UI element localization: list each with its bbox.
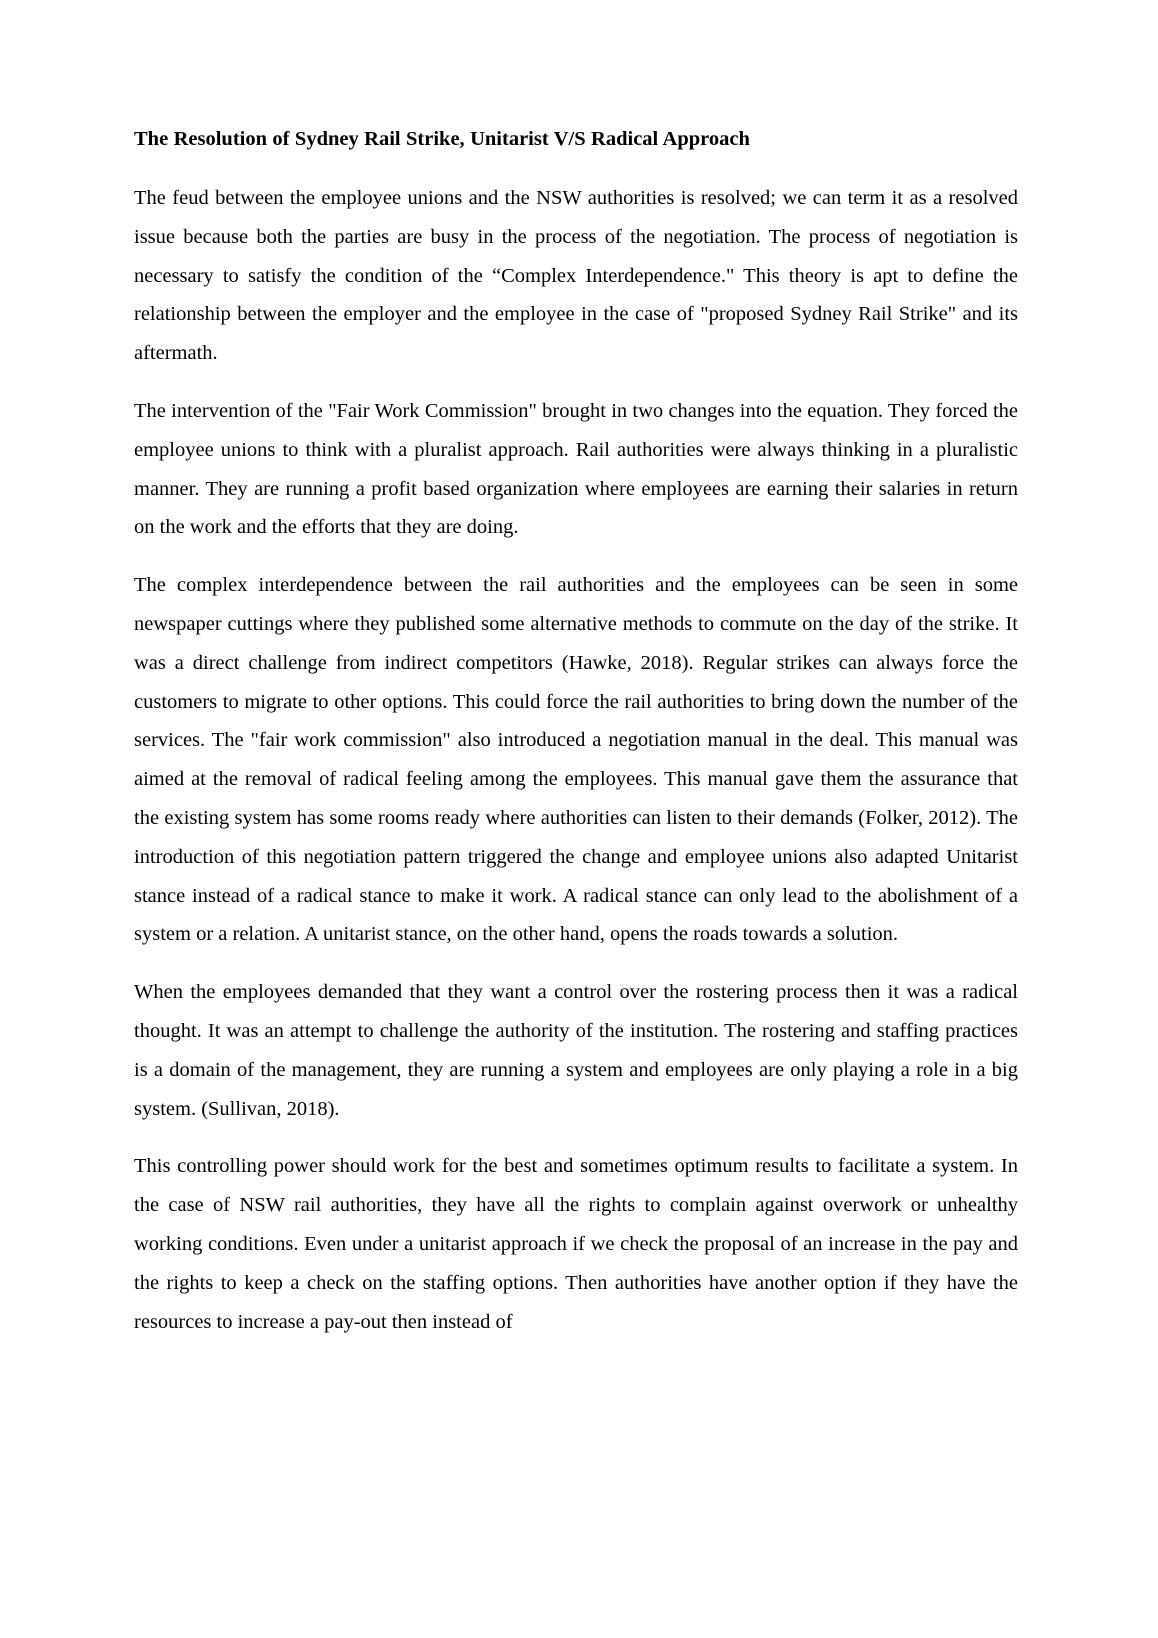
paragraph-4: When the employees demanded that they want a control over the rostering process then it was a radical thought. It was an attempt to challenge the authority of the institution. The rostering and staffing practices is a domain of the management, they are running a system and employees are only playing a role in a big system. (Sullivan, 2018).	[134, 981, 1018, 1120]
paragraph-3: The complex interdependence between the rail authorities and the employees can be seen in some newspaper cuttings where they published some alternative methods to commute on the day of the strike. It was a direct challenge from indirect competitors (Hawke, 2018). Regular strikes can always force the customers to migrate to other options. This could force the rail authorities to bring down the number of the services. The "fair work commission" also introduced a negotiation manual in the deal. This manual was aimed at the removal of radical feeling among the employees. This manual gave them the assurance that the existing system has some rooms ready where authorities can listen to their demands (Folker, 2012). The introduction of this negotiation pattern triggered the change and employee unions also adapted Unitarist stance instead of a radical stance to make it work. A radical stance can only lead to the abolishment of a system or a relation. A unitarist stance, on the other hand, opens the roads towards a solution.	[134, 574, 1018, 946]
paragraph-2: The intervention of the "Fair Work Commission" brought in two changes into the equation. They forced the employee unions to think with a pluralist approach. Rail authorities were always thinking in a pluralistic manner. They are running a profit based organization where employees are earning their salaries in return on the work and the efforts that they are doing.	[134, 400, 1018, 539]
document-body	[134, 126, 1018, 1341]
paragraph-5: This controlling power should work for the best and sometimes optimum results to facilitate a system. In the case of NSW rail authorities, they have all the rights to complain against overwork or unhealthy working conditions. Even under a unitarist approach if we check the proposal of an increase in the pay and the rights to keep a check on the staffing options. Then authorities have another option if they have the resources to increase a pay-out then instead of	[134, 1155, 1018, 1333]
page-title: The Resolution of Sydney Rail Strike, Unitarist V/S Radical Approach	[134, 128, 750, 150]
paragraph-1: The feud between the employee unions and the NSW authorities is resolved; we can term it as a resolved issue because both the parties are busy in the process of the negotiation. The process of negotiation is necessary to satisfy the condition of the “Complex Interdependence." This theory is apt to define the relationship between the employer and the employee in the case of "proposed Sydney Rail Strike" and its aftermath.	[134, 187, 1018, 365]
